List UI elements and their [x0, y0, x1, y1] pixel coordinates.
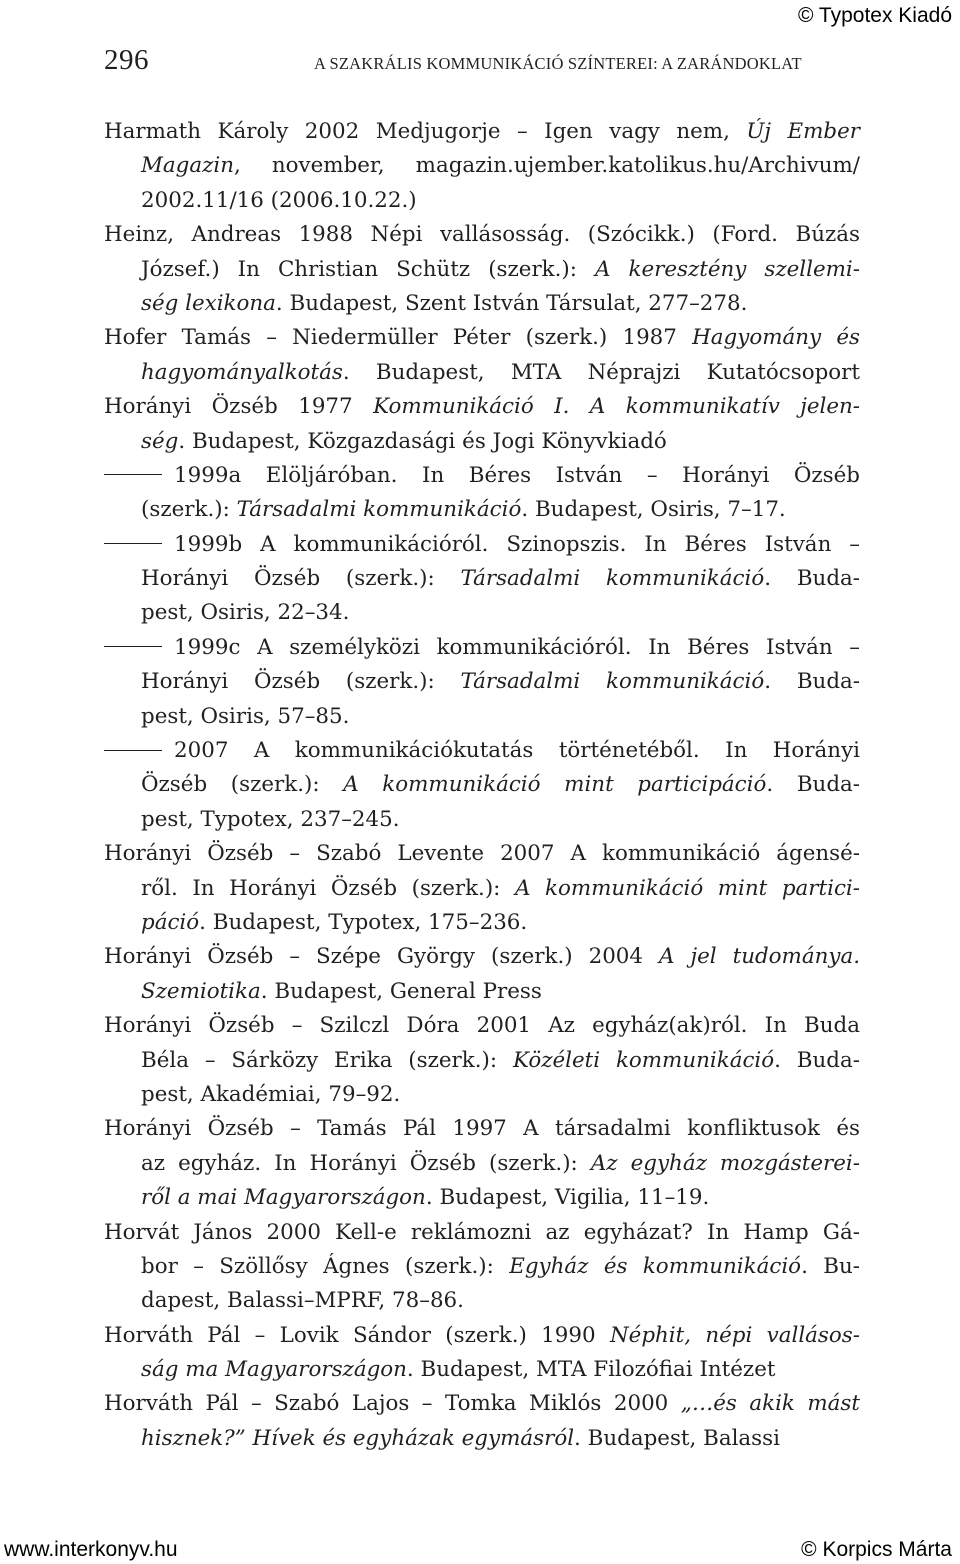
italic-title-text: Társadalmi kommunikáció	[460, 566, 765, 592]
entry-text: 2007 A kommunikációkutatás történetéből. In Horányi	[174, 738, 860, 764]
entry-text: Horváth Pál – Lovik Sándor (szerk.) 1990	[104, 1322, 610, 1348]
italic-title-text: hisznek?” Hívek és egyházak egymásról	[141, 1425, 575, 1451]
italic-title-text: A kommunikáció mint participáció	[343, 772, 767, 798]
bibliography-line	[104, 218, 860, 252]
entry-text: Béla – Sárközy Erika (szerk.):	[141, 1047, 513, 1073]
entry-text: Horányi Özséb (szerk.):	[141, 669, 461, 695]
publisher-watermark: © Typotex Kiadó	[797, 4, 952, 27]
italic-title-text: Társadalmi kommunikáció	[460, 669, 765, 695]
italic-title-text: Hagyomány és	[692, 325, 860, 351]
entry-text: . Budapest, Balassi	[574, 1425, 780, 1451]
bibliography-line	[104, 1387, 860, 1421]
page-number: 296	[104, 44, 149, 76]
bibliography-line	[104, 872, 860, 906]
entry-text: . Budapest, Typotex, 175–236.	[199, 909, 528, 935]
bibliography-line	[104, 803, 860, 837]
entry-text: (szerk.):	[141, 497, 237, 523]
bibliography-line	[104, 1078, 860, 1112]
bibliography-line	[104, 425, 860, 459]
bibliography-line	[104, 1250, 860, 1284]
italic-title-text: ség lexikona	[141, 290, 276, 316]
bibliography-line	[104, 596, 860, 630]
ditto-dash	[104, 750, 162, 751]
bibliography-line	[104, 562, 860, 596]
italic-title-text: Közéleti kommunikáció	[512, 1047, 775, 1073]
entry-text: az egyház. In Horányi Özséb (szerk.):	[141, 1150, 591, 1176]
italic-title-text: Az egyház mozgásterei-	[590, 1150, 860, 1176]
bibliography-line	[104, 1181, 860, 1215]
bibliography-line	[104, 390, 860, 424]
entry-text: . Budapest, Vigilia, 11–19.	[425, 1185, 710, 1211]
bibliography-line	[104, 1112, 860, 1146]
italic-title-text: Kommunikáció I. A kommunikatív jelen-	[373, 394, 861, 420]
entry-text: . Budapest, Osiris, 7–17.	[521, 497, 786, 523]
entry-text: pest, Akadémiai, 79–92.	[141, 1081, 401, 1107]
entry-text: 2002.11/16 (2006.10.22.)	[141, 187, 417, 213]
bibliography-list	[104, 115, 860, 1456]
italic-title-text: páció	[141, 909, 200, 935]
entry-text: Horányi Özséb – Szilczl Dóra 2001 Az egyház(ak)ról. In Buda	[104, 1013, 860, 1039]
entry-text: 1999b A kommunikációról. Szinopszis. In Béres István –	[174, 531, 860, 557]
entry-text: pest, Osiris, 22–34.	[141, 600, 350, 626]
bibliography-line	[104, 1319, 860, 1353]
entry-text: 1999a Elöljáróban. In Béres István – Horányi Özséb	[174, 462, 860, 488]
entry-text: pest, Osiris, 57–85.	[141, 703, 350, 729]
bibliography-line	[104, 768, 860, 802]
italic-title-text: Társadalmi kommunikáció	[236, 497, 522, 523]
entry-text: . Budapest, MTA Filozófiai Intézet	[406, 1357, 776, 1383]
bibliography-line	[104, 1044, 860, 1078]
entry-text: Özséb (szerk.):	[141, 772, 344, 798]
entry-text: . Buda-	[774, 1047, 860, 1073]
bibliography-line	[104, 975, 860, 1009]
bibliography-line	[104, 1353, 860, 1387]
entry-text: . Budapest, Szent István Társulat, 277–278.	[275, 290, 748, 316]
italic-title-text: „…és akik mást	[680, 1391, 860, 1417]
entry-text: Hofer Tamás – Niedermüller Péter (szerk.) 1987	[104, 325, 693, 351]
entry-text: Harmath Károly 2002 Medjugorje – Igen vagy nem,	[104, 119, 747, 144]
bibliography-line	[104, 321, 860, 355]
italic-title-text: ről a mai Magyarországon	[141, 1185, 426, 1211]
entry-text: dapest, Balassi–MPRF, 78–86.	[141, 1288, 464, 1314]
bibliography-line	[104, 1422, 860, 1456]
italic-title-text: Magazin	[141, 153, 234, 179]
bibliography-line	[104, 459, 860, 493]
entry-text: Horvát János 2000 Kell-e reklámozni az egyházat? In Hamp Gá-	[104, 1219, 860, 1245]
running-head: A SZAKRÁLIS KOMMUNIKÁCIÓ SZÍNTEREI: A ZARÁNDOKLAT	[314, 54, 802, 73]
entry-text: . Budapest, General Press	[260, 978, 542, 1004]
entry-text: ről. In Horányi Özséb (szerk.):	[141, 875, 515, 901]
bibliography-line	[104, 700, 860, 734]
bibliography-line	[104, 528, 860, 562]
bibliography-line	[104, 149, 860, 183]
bibliography-line	[104, 1216, 860, 1250]
bibliography-line	[104, 837, 860, 871]
italic-title-text: hagyományalkotás	[141, 359, 343, 385]
entry-text: . Buda-	[766, 772, 860, 798]
entry-text: Horányi Özséb (szerk.):	[141, 566, 461, 592]
ditto-dash	[104, 646, 162, 647]
entry-text: Heinz, Andreas 1988 Népi vallásosság. (Szócikk.) (Ford. Búzás	[104, 222, 860, 248]
entry-text: , november, magazin.ujember.katolikus.hu/Archivum/	[234, 153, 860, 179]
entry-text: . Bu-	[801, 1253, 860, 1279]
bibliography-line	[104, 287, 860, 321]
entry-text: . Budapest, MTA Néprajzi Kutatócsoport	[342, 359, 860, 385]
italic-title-text: ság ma Magyarországon	[141, 1357, 407, 1383]
bibliography-line	[104, 356, 860, 390]
bibliography-line	[104, 1284, 860, 1318]
ditto-dash	[104, 474, 162, 475]
bibliography-line	[104, 115, 860, 149]
ditto-dash	[104, 543, 162, 544]
entry-text: . Budapest, Közgazdasági és Jogi Könyvkiadó	[178, 428, 667, 454]
italic-title-text: Új Ember	[746, 119, 861, 144]
bibliography-line	[104, 253, 860, 287]
italic-title-text: Szemiotika	[141, 978, 261, 1004]
bibliography-line	[104, 493, 860, 527]
entry-text: 1999c A személyközi kommunikációról. In Béres István –	[174, 634, 860, 660]
bibliography-line	[104, 734, 860, 768]
bibliography-line	[104, 906, 860, 940]
entry-text: pest, Typotex, 237–245.	[141, 806, 400, 832]
entry-text: Horányi Özséb – Tamás Pál 1997 A társadalmi konfliktusok és	[104, 1116, 860, 1142]
entry-text: Horányi Özséb – Szépe György (szerk.) 2004	[104, 944, 660, 970]
bibliography-line	[104, 184, 860, 218]
bibliography-line	[104, 940, 860, 974]
bibliography-line	[104, 1009, 860, 1043]
italic-title-text: A kommunikáció mint partici-	[514, 875, 860, 901]
bibliography-line	[104, 665, 860, 699]
italic-title-text: A jel tudománya.	[659, 944, 860, 970]
bibliography-line	[104, 1147, 860, 1181]
bibliography-line	[104, 631, 860, 665]
italic-title-text: A keresztény szellemi-	[595, 256, 861, 282]
entry-text: bor – Szöllősy Ágnes (szerk.):	[141, 1253, 510, 1279]
italic-title-text: ség	[141, 428, 179, 454]
entry-text: Horányi Özséb 1977	[104, 394, 374, 420]
entry-text: . Buda-	[764, 566, 860, 592]
entry-text: József.) In Christian Schütz (szerk.):	[141, 256, 596, 282]
website-watermark[interactable]: www.interkonyv.hu	[4, 1538, 178, 1561]
author-watermark: © Korpics Márta	[801, 1538, 952, 1561]
entry-text: . Buda-	[764, 669, 860, 695]
entry-text: Horváth Pál – Szabó Lajos – Tomka Miklós 2000	[104, 1391, 681, 1417]
entry-text: Horányi Özséb – Szabó Levente 2007 A kommunikáció ágensé-	[104, 841, 860, 867]
italic-title-text: Néphit, népi vallásos-	[609, 1322, 860, 1348]
italic-title-text: Egyház és kommunikáció	[509, 1253, 802, 1279]
